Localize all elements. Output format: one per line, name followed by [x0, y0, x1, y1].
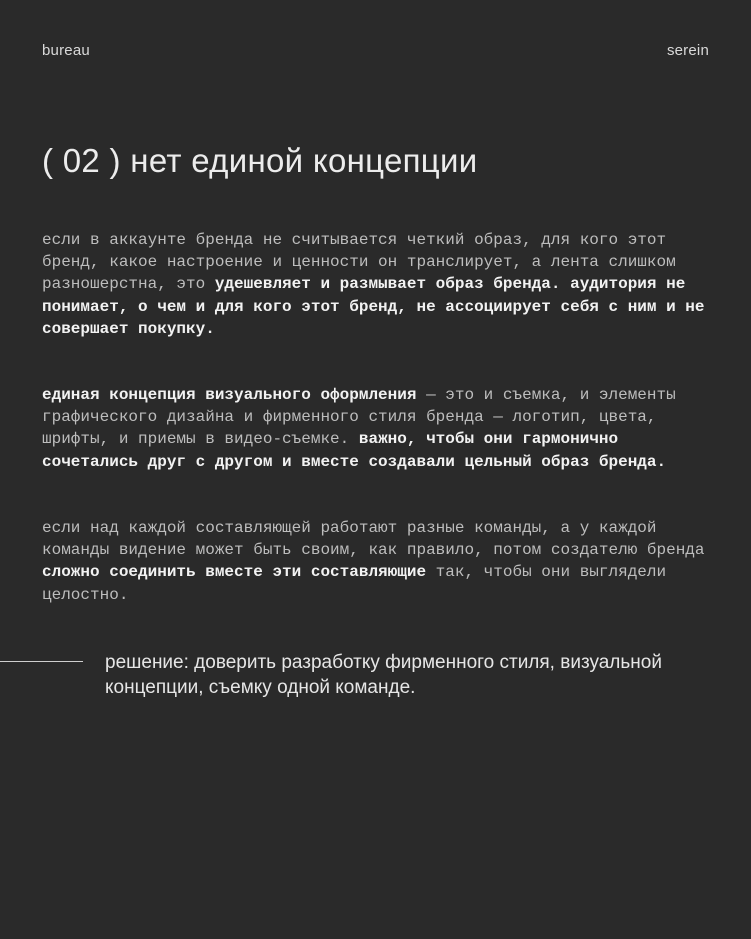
paragraph-emphasis: сложно соединить вместе эти составляющие — [42, 563, 427, 582]
brand-name-right: serein — [666, 42, 709, 59]
paragraph-text: — это и съемка, и элементы графического дизайна и фирменного стиля бренда — логотип, цвета, шрифты, и приемы в видео-съемке. — [42, 386, 676, 449]
paragraph-emphasis: удешевляет и размывает образ бренда. аудитория не понимает, о чем и для кого этот бренд, не ассоциирует себя с ним и не совершает покупку. — [42, 275, 705, 338]
page-title: ( 02 ) нет единой концепции — [42, 142, 478, 179]
paragraph-concept — [42, 384, 722, 473]
divider-line — [0, 661, 83, 662]
paragraph-text: так, чтобы они выглядели целостно. — [42, 563, 667, 604]
paragraph-text: если над каждой составляющей работают разные команды, а у каждой команды видение может быть своим, как правило, потом создателю бренда — [42, 519, 705, 560]
paragraph-text: если в аккаунте бренда не считывается четкий образ, для кого этот бренд, какое настроение и ценности он транслирует, а лента слишком разношерстна, это — [42, 231, 676, 294]
paragraph-emphasis: единая концепция визуального оформления — [42, 386, 417, 404]
conclusion-text: решение: доверить разработку фирменного стиля, визуальной концепции, съемку одной команде. — [105, 652, 662, 698]
paragraph-teams — [42, 517, 722, 606]
brand-name-left: bureau — [42, 42, 90, 59]
paragraph-emphasis: важно, чтобы они гармонично сочетались друг с другом и вместе создавали цельный образ бренда. — [42, 430, 667, 471]
paragraph-problem — [42, 229, 722, 340]
